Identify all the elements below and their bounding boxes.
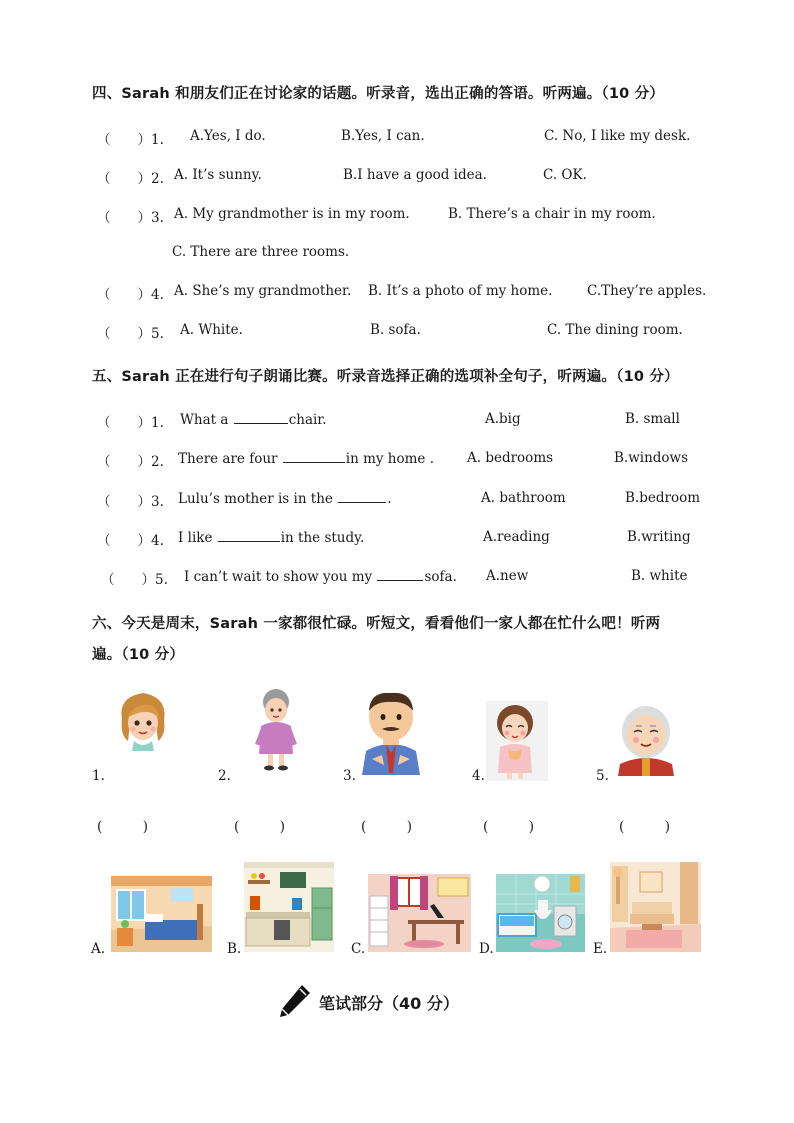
- room-label-c: C.: [351, 941, 366, 957]
- s5-q2-sentence: There are four in my home .: [178, 451, 434, 467]
- living-room-icon: [610, 862, 701, 952]
- s5-q2-option-a: A. bedrooms: [467, 450, 554, 466]
- s4-q3-option-b: B. There’s a chair in my room.: [448, 206, 656, 222]
- s5-q1-option-b: B. small: [625, 411, 680, 427]
- s5-q4-option-b: B.writing: [627, 529, 691, 545]
- s5-q3-sentence: Lulu’s mother is in the .: [178, 491, 392, 507]
- s4-q3-option-c: C. There are three rooms.: [172, 244, 350, 260]
- s4-q5-option-c: C. The dining room.: [547, 322, 683, 338]
- s4-q2-option-a: A. It’s sunny.: [174, 167, 262, 183]
- s5-q3-option-b: B.bedroom: [625, 490, 700, 506]
- s4-q3-number: （ ）3.: [97, 210, 164, 226]
- person-label-1: 1.: [92, 768, 105, 784]
- s5-q5-option-a: A.new: [486, 568, 529, 584]
- s4-q2-number: （ ）2.: [97, 171, 164, 187]
- s4-q4-option-b: B. It’s a photo of my home.: [368, 283, 553, 299]
- s5-q3-option-a: A. bathroom: [481, 490, 566, 506]
- section5-title: 五、Sarah 正在进行句子朗诵比赛。听录音选择正确的选项补全句子，听两遍。（10 分）: [92, 369, 679, 385]
- s5-q4-number: （ ）4.: [97, 533, 164, 549]
- room-label-e: E.: [593, 941, 608, 957]
- kitchen-icon: [244, 862, 334, 952]
- s4-q5-option-b: B. sofa.: [370, 322, 421, 338]
- s4-q5-number: （ ）5.: [97, 326, 164, 342]
- s4-q2-option-c: C. OK.: [543, 167, 587, 183]
- s5-q4-sentence: I like in the study.: [178, 530, 365, 546]
- person-label-3: 3.: [343, 768, 356, 784]
- section6-title-line1: 六、今天是周末，Sarah 一家都很忙碌。听短文，看看他们一家人都在忙什么吧！听两: [92, 616, 661, 632]
- answer-slot-1: ( ): [97, 819, 149, 835]
- s5-q4-option-a: A.reading: [483, 529, 550, 545]
- grandmother-icon: [247, 688, 305, 774]
- person-label-4: 4.: [472, 768, 485, 784]
- room-label-b: B.: [227, 941, 242, 957]
- grandfather-icon: [614, 702, 678, 776]
- person-label-5: 5.: [596, 768, 609, 784]
- s4-q4-option-c: C.They’re apples.: [587, 283, 707, 299]
- fill-blank: [338, 490, 386, 503]
- room-label-d: D.: [479, 941, 494, 957]
- girl-avatar-icon: [116, 689, 170, 751]
- s5-q5-sentence: I can’t wait to show you my sofa.: [184, 569, 457, 585]
- fill-blank: [283, 450, 345, 463]
- s5-q1-number: （ ）1.: [97, 415, 164, 431]
- s5-q5-option-b: B. white: [631, 568, 688, 584]
- mother-icon: [486, 701, 548, 781]
- room-label-a: A.: [91, 941, 106, 957]
- s4-q2-option-b: B.I have a good idea.: [343, 167, 487, 183]
- fill-blank: [377, 568, 423, 581]
- s5-q5-number: （ ）5.: [101, 572, 168, 588]
- fill-blank: [218, 529, 280, 542]
- fill-blank: [234, 411, 288, 424]
- answer-slot-2: ( ): [234, 819, 286, 835]
- s4-q4-number: （ ）4.: [97, 287, 164, 303]
- father-icon: [358, 689, 424, 775]
- s5-q3-number: （ ）3.: [97, 494, 164, 510]
- section6-title-line2: 遍。（10 分）: [92, 647, 185, 663]
- bedroom-icon: [111, 876, 212, 952]
- study-icon: [368, 874, 471, 952]
- s5-q2-number: （ ）2.: [97, 454, 164, 470]
- s5-q1-option-a: A.big: [485, 411, 521, 427]
- pencil-icon: [276, 983, 312, 1019]
- section4-title: 四、Sarah 和朋友们正在讨论家的话题。听录音，选出正确的答语。听两遍。（10 分）: [92, 86, 665, 102]
- s4-q1-option-a: A.Yes, I do.: [190, 128, 266, 144]
- s4-q4-option-a: A. She’s my grandmother.: [174, 283, 352, 299]
- person-label-2: 2.: [218, 768, 231, 784]
- s5-q1-sentence: What a chair.: [180, 412, 327, 428]
- s4-q1-number: （ ）1.: [97, 132, 164, 148]
- s4-q1-option-b: B.Yes, I can.: [341, 128, 425, 144]
- answer-slot-3: ( ): [361, 819, 413, 835]
- footer-title: 笔试部分（40 分）: [319, 994, 459, 1013]
- bathroom-icon: [496, 874, 585, 952]
- s4-q5-option-a: A. White.: [180, 322, 243, 338]
- s5-q2-option-b: B.windows: [614, 450, 689, 466]
- answer-slot-4: ( ): [483, 819, 535, 835]
- s4-q1-option-c: C. No, I like my desk.: [544, 128, 691, 144]
- s4-q3-option-a: A. My grandmother is in my room.: [174, 206, 410, 222]
- answer-slot-5: ( ): [619, 819, 671, 835]
